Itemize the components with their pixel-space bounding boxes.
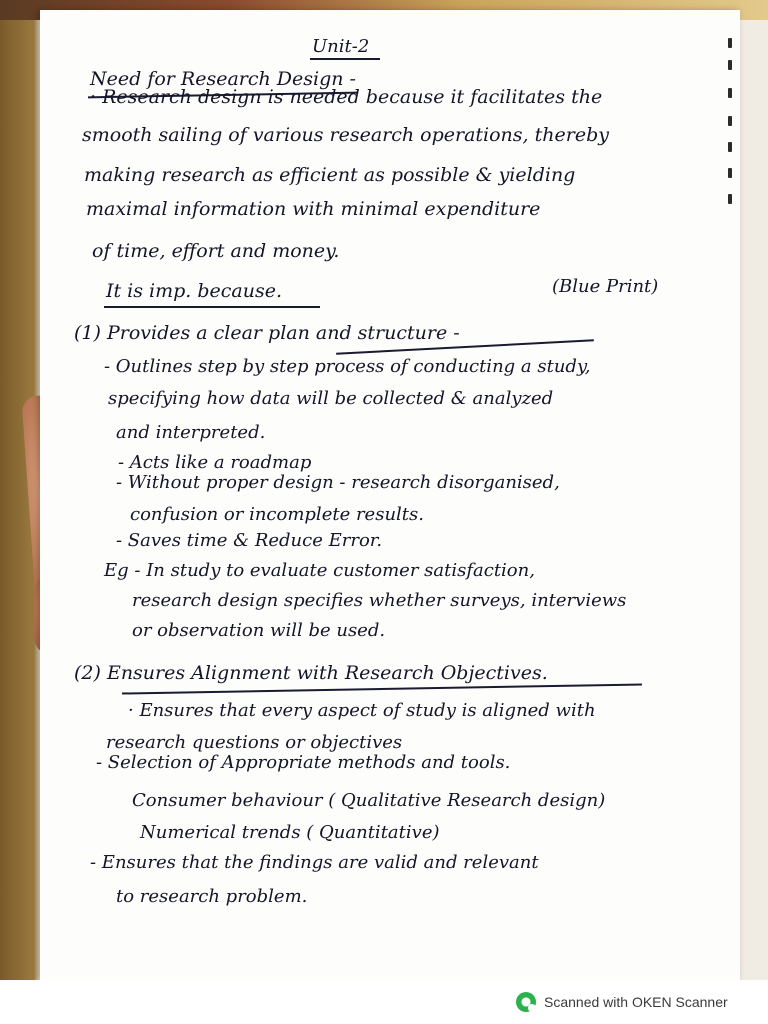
blueprint-note: (Blue Print)	[552, 276, 659, 297]
page-title: Unit-2	[312, 36, 370, 57]
point-1-line: or observation will be used.	[132, 620, 386, 641]
point-1-line: research design specifies whether surveys, interviews	[132, 590, 627, 611]
intro-line: making research as efficient as possible & yielding	[84, 164, 576, 186]
title-underline	[310, 58, 380, 60]
binding-holes	[728, 38, 736, 218]
point-2-line: Numerical trends ( Quantitative)	[140, 822, 440, 843]
point-2-line: - Ensures that the findings are valid and relevant	[90, 852, 539, 873]
point-2-heading: (2) Ensures Alignment with Research Objectives.	[74, 662, 548, 684]
importance-label: It is imp. because.	[106, 280, 283, 302]
scanner-watermark	[516, 992, 728, 1012]
intro-line: smooth sailing of various research operations, thereby	[82, 124, 609, 146]
scanner-label: Scanned with OKEN Scanner	[544, 994, 728, 1010]
point-1-heading: (1) Provides a clear plan and structure -	[74, 322, 460, 344]
point-1-line: specifying how data will be collected & analyzed	[108, 388, 554, 409]
point-1-line: - Without proper design - research disorganised,	[116, 472, 560, 493]
point-2-line: to research problem.	[116, 886, 308, 907]
point-1-line: - Acts like a roadmap	[118, 452, 312, 473]
point-1-line: confusion or incomplete results.	[130, 504, 424, 525]
point-2-line: - Selection of Appropriate methods and tools.	[96, 752, 511, 773]
intro-line: · Research design is needed because it facilitates the	[90, 86, 603, 108]
point-1-line: - Outlines step by step process of conducting a study,	[104, 356, 591, 377]
importance-underline	[104, 306, 320, 308]
point-2-line: · Ensures that every aspect of study is aligned with	[128, 700, 596, 721]
point-1-line: and interpreted.	[116, 422, 266, 443]
intro-line: maximal information with minimal expenditure	[86, 198, 541, 220]
point-1-line: Eg - In study to evaluate customer satisfaction,	[104, 560, 535, 581]
oken-scanner-logo-icon	[516, 992, 536, 1012]
section-heading-need: Need for Research Design -	[90, 68, 356, 90]
point-2-line: research questions or objectives	[106, 732, 403, 753]
point-1-line: - Saves time & Reduce Error.	[116, 530, 383, 551]
intro-line: of time, effort and money.	[92, 240, 340, 262]
point-2-line: Consumer behaviour ( Qualitative Research design)	[132, 790, 606, 811]
